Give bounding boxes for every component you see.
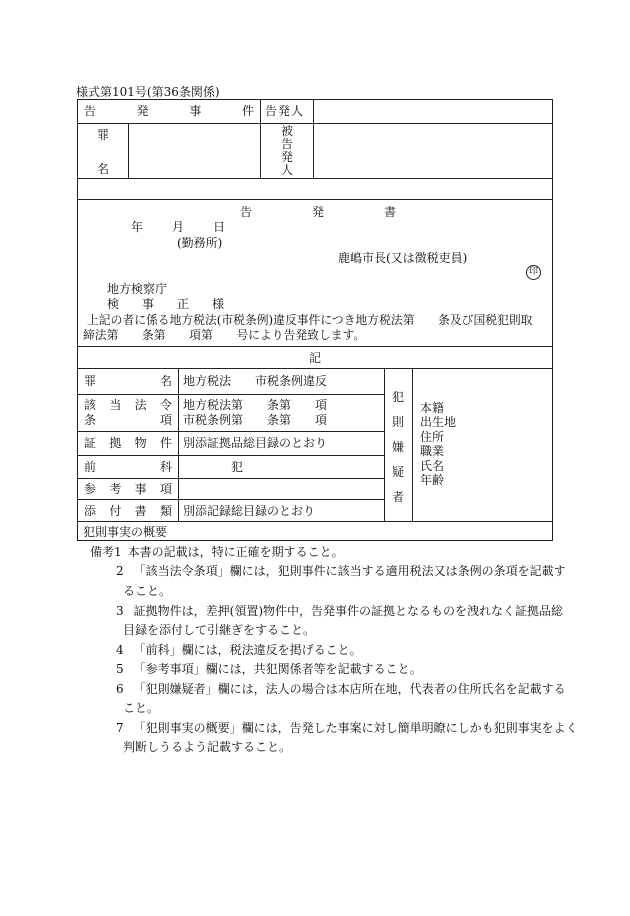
header-kokuhatsunin: 告発人 — [265, 104, 305, 118]
field-name: 氏名 — [420, 458, 445, 473]
table-border-right — [552, 99, 553, 541]
table-line — [77, 499, 384, 500]
row-law-label-top: 該 当 法 令 — [84, 398, 172, 412]
table-line — [128, 123, 129, 179]
ki-heading: 記 — [309, 351, 322, 365]
row-reference-label: 参 考 事 項 — [84, 482, 172, 496]
row-law-value-1: 地方税法第 条第 項 — [183, 398, 328, 412]
note-6-cont: こと。 — [123, 701, 160, 715]
table-line — [77, 521, 553, 522]
seal-mark: 印 — [526, 265, 541, 280]
table-line — [77, 123, 553, 124]
field-age: 年齢 — [420, 473, 445, 488]
row-law-value-2: 市税条例第 条第 項 — [183, 413, 328, 427]
facts-label: 犯則事実の概要 — [83, 525, 168, 539]
table-line — [313, 99, 314, 179]
field-honseki: 本籍 — [420, 401, 445, 415]
field-address: 住所 — [420, 429, 445, 444]
table-border-left — [77, 99, 78, 541]
table-line — [77, 431, 384, 432]
table-line — [260, 99, 261, 179]
row-record-value: 犯 — [183, 460, 244, 474]
table-border-top — [77, 99, 553, 100]
row-attachment-value: 別添記録総目録のとおり — [183, 504, 316, 518]
note-2-cont: ること。 — [123, 584, 172, 598]
note-2: 2 「該当法令条項」欄には，犯則事件に該当する適用税法又は条例の条項を記載す — [116, 564, 566, 578]
table-line — [384, 368, 385, 521]
table-line — [77, 368, 553, 369]
note-3-cont: 目録を添付して引継ぎをすること。 — [123, 623, 316, 637]
row-attachment-label: 添 付 書 類 — [84, 504, 172, 518]
row-record-label: 前 科 — [84, 460, 172, 474]
header-kokuhatsu-jiken: 告 発 事 件 — [84, 104, 254, 118]
suspect-fields — [420, 401, 456, 487]
document-office: (勤務所) — [177, 236, 223, 250]
row-crime-name-label: 罪 名 — [84, 374, 172, 388]
table-line — [77, 199, 553, 200]
table-line — [77, 455, 384, 456]
note-3: 3 証拠物件は，差押(領置)物件中，告発事件の証拠となるものを洩れなく証拠品総 — [116, 604, 564, 618]
row-law-label-bottom: 条 項 — [84, 413, 172, 427]
note-7: 7 「犯則事実の概要」欄には，告発した事案に対し簡単明瞭にしかも犯則事実をよく — [116, 721, 578, 735]
table-line — [77, 394, 384, 395]
note-1: 備考1 本書の記載は，特に正確を期すること。 — [90, 545, 344, 559]
table-line — [77, 178, 553, 179]
document-title: 告 発 書 — [240, 205, 396, 219]
document-mayor: 鹿嶋市長(又は徴税吏員) — [338, 251, 468, 265]
prosecutor-office: 地方検察庁 — [107, 282, 168, 296]
table-line — [77, 478, 384, 479]
row-evidence-value: 別添証拠品総目録のとおり — [183, 436, 328, 450]
note-7-cont: 判断しうるよう記載すること。 — [123, 740, 292, 754]
row-crime-name-value: 地方税法 市税条例違反 — [183, 374, 328, 388]
document-date: 年 月 日 — [131, 220, 225, 234]
document-body-line2: 締法第 条第 項第 号により告発致します。 — [83, 328, 366, 342]
row-evidence-label: 証 拠 物 件 — [84, 436, 172, 450]
table-line — [77, 346, 553, 347]
document-body-line1: 上記の者に係る地方税法(市税条例)違反事件につき地方税法第 条及び国税犯則取 — [87, 313, 533, 327]
table-line — [178, 368, 179, 521]
table-line — [412, 368, 413, 521]
crime-name-bottom: 名 — [97, 162, 110, 176]
field-birthplace: 出生地 — [420, 415, 457, 430]
table-border-bottom — [77, 540, 553, 541]
note-5: 5 「参考事項」欄には，共犯関係者等を記載すること。 — [116, 662, 422, 676]
suspect-vertical-label: 被 告 発 人 — [280, 124, 293, 177]
crime-name-top: 罪 — [97, 128, 110, 142]
form-label: 様式第101号(第36条関係) — [76, 85, 220, 99]
prosecutor-addressee: 検 事 正 様 — [107, 297, 224, 311]
note-4: 4 「前科」欄には，税法違反を掲げること。 — [116, 643, 362, 657]
field-occupation: 職業 — [420, 444, 445, 459]
suspect-label-vertical: 犯 則 嫌 疑 者 — [391, 390, 404, 504]
note-6: 6 「犯則嫌疑者」欄には，法人の場合は本店所在地，代表者の住所氏名を記載する — [116, 682, 566, 696]
